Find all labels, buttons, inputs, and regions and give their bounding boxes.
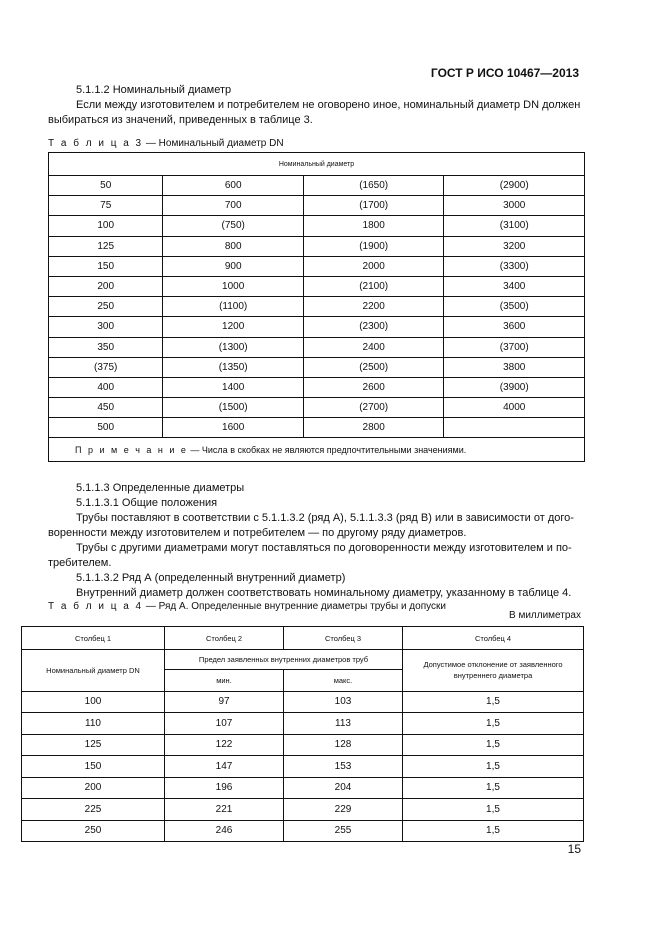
table-cell: 147 [165, 756, 284, 778]
table-4 [21, 626, 584, 842]
table-row [49, 276, 585, 296]
para2-line1: Трубы с другими диаметрами могут поставляться по договоренности между изготовителем и по- [76, 542, 572, 554]
table-cell: (2900) [444, 176, 585, 196]
table4-col4-header: Столбец 4 [403, 627, 584, 650]
table-cell: 350 [49, 337, 163, 357]
table4-min-header: мин. [165, 670, 284, 692]
table-row [49, 176, 585, 196]
table-cell: 1,5 [403, 777, 584, 799]
table-row [49, 398, 585, 418]
para3: Внутренний диаметр должен соответствовать номинальному диаметру, указанному в таблице 4. [76, 587, 572, 599]
table-cell: 700 [163, 196, 303, 216]
table-cell: 1200 [163, 317, 303, 337]
table-cell: 107 [165, 713, 284, 735]
table-row [49, 377, 585, 397]
table-cell: (2700) [303, 398, 443, 418]
table-cell: 2400 [303, 337, 443, 357]
table-row [49, 297, 585, 317]
table-cell: (3500) [444, 297, 585, 317]
table-cell: 225 [22, 799, 165, 821]
section-5112-text-line1: Если между изготовителем и потребителем не оговорено иное, номинальный диаметр DN должен [76, 99, 581, 111]
table-cell: 2600 [303, 377, 443, 397]
table-3 [48, 152, 585, 462]
table-cell: (1700) [303, 196, 443, 216]
table4-col3-header: Столбец 3 [284, 627, 403, 650]
table-cell: 300 [49, 317, 163, 337]
table-cell: 600 [163, 176, 303, 196]
table-cell: 75 [49, 196, 163, 216]
table-cell: 153 [284, 756, 403, 778]
table-row [49, 357, 585, 377]
table-row [22, 777, 584, 799]
table-cell: (1350) [163, 357, 303, 377]
table-cell: 1,5 [403, 820, 584, 842]
table3-note-label: П р и м е ч а н и е [75, 444, 188, 455]
table-cell: 2800 [303, 418, 443, 438]
table4-body [22, 691, 584, 842]
table-cell: 250 [22, 820, 165, 842]
table-cell: 3800 [444, 357, 585, 377]
section-51131-title: 5.1.1.3.1 Общие положения [76, 497, 218, 509]
table3-header: Номинальный диаметр [49, 153, 585, 176]
table-cell: 1,5 [403, 691, 584, 713]
section-5112-title: 5.1.1.2 Номинальный диаметр [76, 84, 232, 96]
table-row [49, 196, 585, 216]
table4-caption-text: — Ряд А. Определенные внутренние диаметры трубы и допуски [143, 601, 446, 612]
table-cell: 110 [22, 713, 165, 735]
table3-caption-prefix: Т а б л и ц а 3 [48, 138, 144, 149]
para1-line1: Трубы поставляют в соответствии с 5.1.1.3.2 (ряд А), 5.1.1.3.3 (ряд В) или в зависимости от дого- [76, 512, 574, 524]
table4-nominal-header: Номинальный диаметр DN [22, 650, 165, 692]
table-cell: (3100) [444, 216, 585, 236]
table-cell: (1300) [163, 337, 303, 357]
table-cell: 150 [22, 756, 165, 778]
table-cell: 229 [284, 799, 403, 821]
table-cell: (3700) [444, 337, 585, 357]
document-code: ГОСТ Р ИСО 10467—2013 [430, 66, 579, 80]
table-row [49, 418, 585, 438]
table-cell: (2300) [303, 317, 443, 337]
table-cell: 1800 [303, 216, 443, 236]
table-cell: 100 [49, 216, 163, 236]
table-cell: 125 [22, 734, 165, 756]
table-cell: 255 [284, 820, 403, 842]
table-row [49, 256, 585, 276]
table3-caption [48, 138, 284, 149]
table-cell: 800 [163, 236, 303, 256]
table-row [22, 799, 584, 821]
section-51132-title: 5.1.1.3.2 Ряд А (определенный внутренний диаметр) [76, 572, 346, 584]
table-cell: 4000 [444, 398, 585, 418]
table-cell: 125 [49, 236, 163, 256]
table-row [49, 216, 585, 236]
table-cell: 50 [49, 176, 163, 196]
table-cell: 3200 [444, 236, 585, 256]
table-cell: (2100) [303, 276, 443, 296]
para1-line2: воренности между изготовителем и потребителем — по другому ряду диаметров. [48, 527, 467, 539]
table-cell: 1600 [163, 418, 303, 438]
table-cell: 221 [165, 799, 284, 821]
table-row [22, 756, 584, 778]
table-cell: 1400 [163, 377, 303, 397]
table-cell: 246 [165, 820, 284, 842]
table-cell: 2000 [303, 256, 443, 276]
table-cell: 400 [49, 377, 163, 397]
table-cell: (3900) [444, 377, 585, 397]
table-cell: 2200 [303, 297, 443, 317]
table-cell: 196 [165, 777, 284, 799]
table-cell: 200 [49, 276, 163, 296]
table4-tolerance-header: Допустимое отклонение от заявленного внутреннего диаметра [403, 650, 584, 692]
table-cell: 150 [49, 256, 163, 276]
table-cell: (2500) [303, 357, 443, 377]
table-cell: 1,5 [403, 734, 584, 756]
table-cell: (1900) [303, 236, 443, 256]
table-row [49, 236, 585, 256]
table-cell: (1650) [303, 176, 443, 196]
section-5112-text-line2: выбираться из значений, приведенных в таблице 3. [48, 114, 313, 126]
table-cell: 1000 [163, 276, 303, 296]
table-cell: 250 [49, 297, 163, 317]
table-cell: 200 [22, 777, 165, 799]
page-number: 15 [567, 842, 581, 856]
table3-note-text: — Числа в скобках не являются предпочтительными значениями. [187, 444, 467, 455]
table-cell: (750) [163, 216, 303, 236]
table-cell: 100 [22, 691, 165, 713]
section-5113-title: 5.1.1.3 Определенные диаметры [76, 482, 245, 494]
table-cell: 122 [165, 734, 284, 756]
table-row [49, 337, 585, 357]
table-cell: 1,5 [403, 713, 584, 735]
table4-limit-header: Предел заявленных внутренних диаметров труб [165, 650, 403, 670]
table-cell: 1,5 [403, 799, 584, 821]
table-cell: 900 [163, 256, 303, 276]
table3-body [49, 176, 585, 438]
table3-caption-text: — Номинальный диаметр DN [143, 138, 284, 149]
table-cell: 500 [49, 418, 163, 438]
table-cell: 113 [284, 713, 403, 735]
table-cell [444, 418, 585, 438]
table-row [22, 734, 584, 756]
table-row [49, 317, 585, 337]
table-cell: 128 [284, 734, 403, 756]
table-cell: 450 [49, 398, 163, 418]
table-cell: (1100) [163, 297, 303, 317]
table4-col2-header: Столбец 2 [165, 627, 284, 650]
table-cell: 103 [284, 691, 403, 713]
table4-col1-header: Столбец 1 [22, 627, 165, 650]
table-cell: 204 [284, 777, 403, 799]
table4-max-header: макс. [284, 670, 403, 692]
para2-line2: требителем. [48, 557, 112, 569]
table-cell: 3400 [444, 276, 585, 296]
table-cell: (375) [49, 357, 163, 377]
table-row [22, 820, 584, 842]
table-row [22, 713, 584, 735]
table-cell: 3000 [444, 196, 585, 216]
table-cell: 3600 [444, 317, 585, 337]
table4-unit: В миллиметрах [509, 610, 581, 621]
table4-caption-prefix: Т а б л и ц а 4 [48, 601, 144, 612]
table-cell: 1,5 [403, 756, 584, 778]
table-cell: 97 [165, 691, 284, 713]
table3-note [49, 438, 585, 462]
table-row [22, 691, 584, 713]
table-cell: (3300) [444, 256, 585, 276]
table4-caption [48, 601, 446, 612]
table-cell: (1500) [163, 398, 303, 418]
